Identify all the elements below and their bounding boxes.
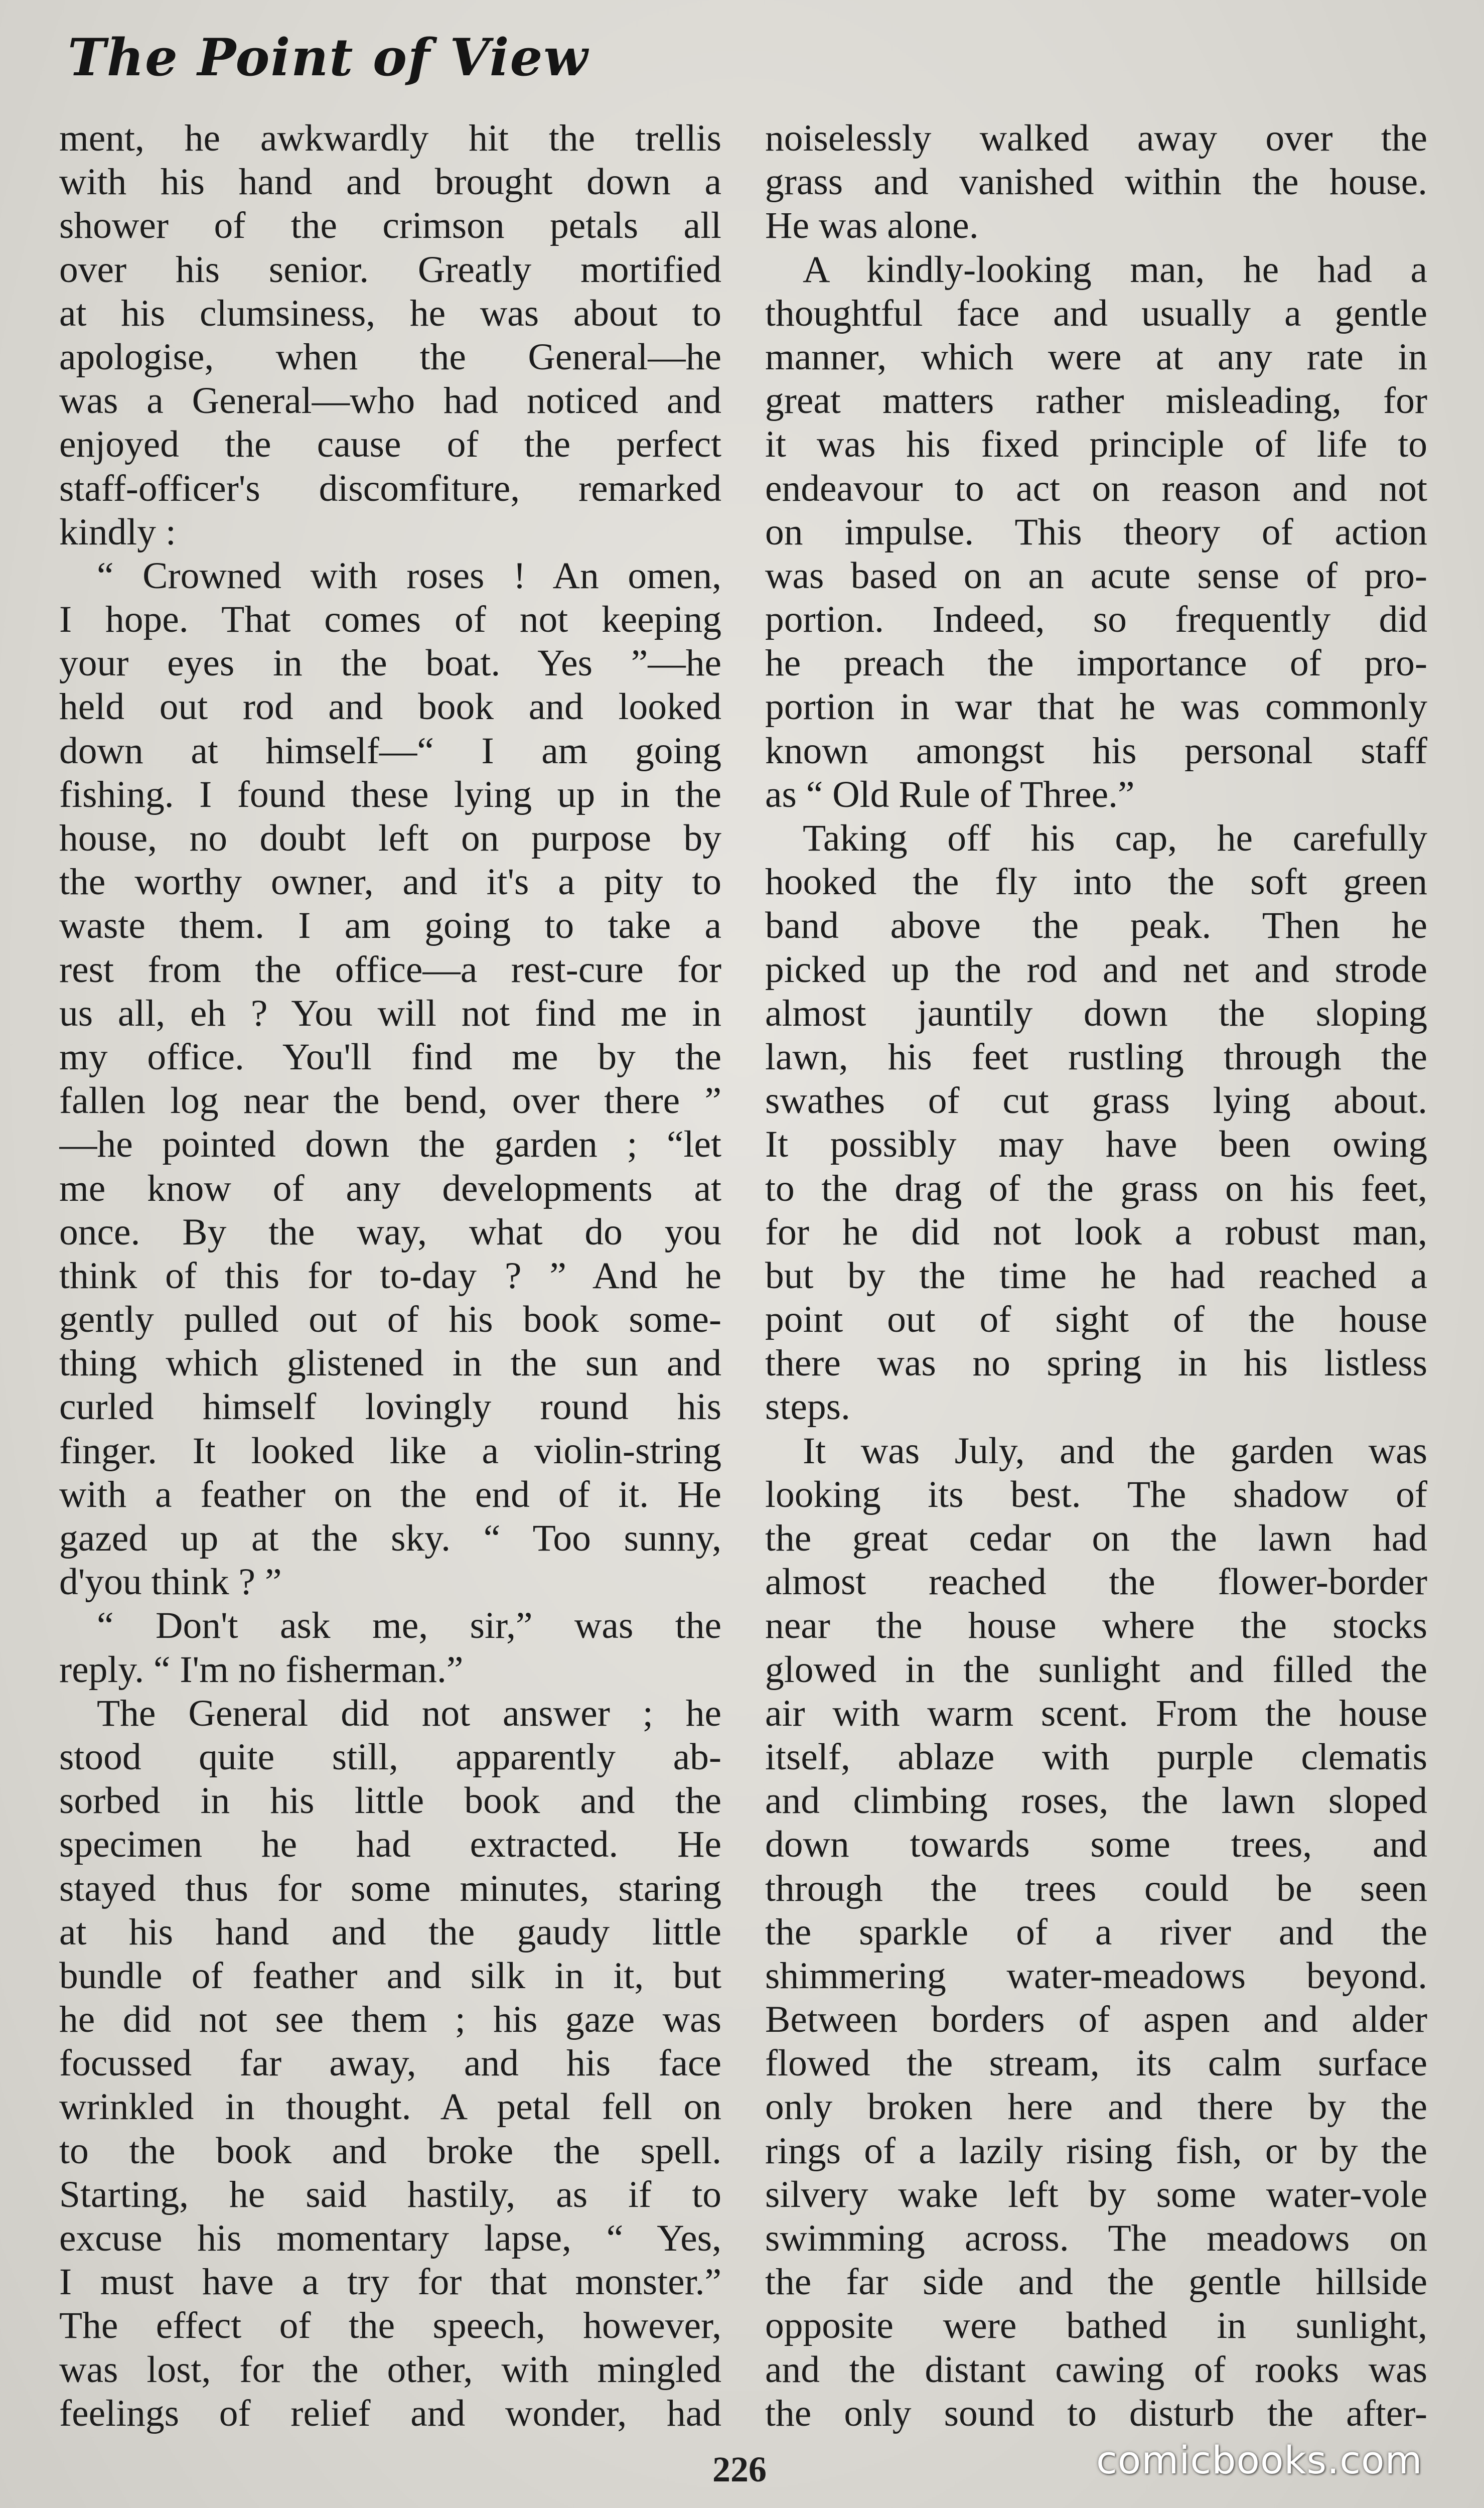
text-line: through the trees could be seen [765, 1867, 1427, 1909]
text-line: my office. You'll find me by the [59, 1036, 721, 1078]
text-line: feelings of relief and wonder, had [59, 2392, 721, 2434]
text-line: silvery wake left by some water-vole [765, 2173, 1427, 2215]
text-line: “ Crowned with roses ! An omen, [97, 554, 721, 597]
text-line: manner, which were at any rate in [765, 336, 1427, 378]
text-line: rings of a lazily rising fish, or by the [765, 2130, 1427, 2172]
text-line: fallen log near the bend, over there ” [59, 1080, 721, 1122]
text-line: with his hand and brought down a [59, 161, 721, 203]
text-line: almost jauntily down the sloping [765, 992, 1427, 1034]
text-line: only broken here and there by the [765, 2086, 1427, 2128]
text-line: steps. [765, 1386, 850, 1428]
text-line: portion in war that he was commonly [765, 686, 1427, 728]
text-line: point out of sight of the house [765, 1299, 1427, 1341]
text-line: gazed up at the sky. “ Too sunny, [59, 1517, 721, 1559]
text-line: the far side and the gentle hillside [765, 2261, 1427, 2303]
text-line: curled himself lovingly round his [59, 1386, 721, 1428]
text-line: portion. Indeed, so frequently did [765, 599, 1427, 641]
text-line: swimming across. The meadows on [765, 2217, 1427, 2259]
text-line: as “ Old Rule of Three.” [765, 773, 1135, 815]
text-line: opposite were bathed in sunlight, [765, 2305, 1427, 2347]
text-line: sorbed in his little book and the [59, 1780, 721, 1822]
text-line: waste them. I am going to take a [59, 905, 721, 947]
text-line: —he pointed down the garden ; “let [59, 1124, 721, 1166]
text-line: air with warm scent. From the house [765, 1692, 1427, 1734]
text-line: d'you think ? ” [59, 1561, 282, 1603]
text-line: the only sound to disturb the after- [765, 2392, 1427, 2434]
text-line: focussed far away, and his face [59, 2042, 721, 2084]
text-line: Starting, he said hastily, as if to [59, 2173, 721, 2215]
text-line: and the distant cawing of rooks was [765, 2348, 1427, 2391]
text-line: swathes of cut grass lying about. [765, 1080, 1427, 1122]
text-line: lawn, his feet rustling through the [765, 1036, 1427, 1078]
text-line: “ Don't ask me, sir,” was the [97, 1605, 721, 1647]
text-line: A kindly-looking man, he had a [803, 248, 1427, 291]
text-line: He was alone. [765, 205, 979, 247]
text-line: shower of the crimson petals all [59, 205, 721, 247]
text-line: It possibly may have been owing [765, 1124, 1427, 1166]
page-number: 226 [712, 2449, 767, 2489]
text-line: down towards some trees, and [765, 1824, 1427, 1866]
text-line: specimen he had extracted. He [59, 1824, 721, 1866]
text-line: flowed the stream, its calm surface [765, 2042, 1427, 2084]
page-header-title: The Point of View [68, 28, 589, 88]
text-line: excuse his momentary lapse, “ Yes, [59, 2217, 721, 2259]
text-line: endeavour to act on reason and not [765, 467, 1427, 509]
text-line: down at himself—“ I am going [59, 730, 721, 772]
text-line: bundle of feather and silk in it, but [59, 1955, 721, 1997]
text-line: was a General—who had noticed and [59, 380, 721, 422]
text-line: the sparkle of a river and the [765, 1911, 1427, 1953]
text-line: The effect of the speech, however, [59, 2305, 721, 2347]
text-line: picked up the rod and net and strode [765, 948, 1427, 991]
text-line: gently pulled out of his book some- [59, 1299, 721, 1341]
text-line: hooked the fly into the soft green [765, 861, 1427, 903]
text-line: grass and vanished within the house. [765, 161, 1427, 203]
text-line: shimmering water-meadows beyond. [765, 1955, 1427, 1997]
text-line: but by the time he had reached a [765, 1255, 1427, 1297]
text-line: almost reached the flower-border [765, 1561, 1427, 1603]
text-line: think of this for to-day ? ” And he [59, 1255, 721, 1297]
text-line: wrinkled in thought. A petal fell on [59, 2086, 721, 2128]
text-column-left [59, 116, 721, 2435]
text-line: on impulse. This theory of action [765, 511, 1427, 553]
text-line: kindly : [59, 511, 176, 553]
text-line: he preach the importance of pro- [765, 642, 1427, 684]
text-line: I must have a try for that monster.” [59, 2261, 721, 2303]
text-column-right [765, 116, 1427, 2435]
text-line: at his hand and the gaudy little [59, 1911, 721, 1953]
text-line: with a feather on the end of it. He [59, 1473, 721, 1515]
text-line: near the house where the stocks [765, 1605, 1427, 1647]
text-line: held out rod and book and looked [59, 686, 721, 728]
watermark: comicbooks.com [1096, 2438, 1423, 2482]
text-line: stayed thus for some minutes, staring [59, 1867, 721, 1909]
text-line: stood quite still, apparently ab- [59, 1736, 721, 1778]
text-line: band above the peak. Then he [765, 905, 1427, 947]
text-line: Taking off his cap, he carefully [803, 817, 1427, 859]
text-line: It was July, and the garden was [803, 1430, 1427, 1472]
text-line: great matters rather misleading, for [765, 380, 1427, 422]
text-line: there was no spring in his listless [765, 1342, 1427, 1384]
text-line: rest from the office—a rest-cure for [59, 948, 721, 991]
text-line: itself, ablaze with purple clematis [765, 1736, 1427, 1778]
text-line: was based on an acute sense of pro- [765, 554, 1427, 597]
text-line: thing which glistened in the sun and [59, 1342, 721, 1384]
text-line: for he did not look a robust man, [765, 1211, 1427, 1253]
text-line: Between borders of aspen and alder [765, 1999, 1427, 2041]
text-line: looking its best. The shadow of [765, 1473, 1427, 1515]
text-line: once. By the way, what do you [59, 1211, 721, 1253]
text-line: staff-officer's discomfiture, remarked [59, 467, 721, 509]
text-line: apologise, when the General—he [59, 336, 721, 378]
text-line: The General did not answer ; he [97, 1692, 721, 1734]
text-line: the great cedar on the lawn had [765, 1517, 1427, 1559]
text-line: he did not see them ; his gaze was [59, 1999, 721, 2041]
text-line: finger. It looked like a violin-string [59, 1430, 721, 1472]
text-line: reply. “ I'm no fisherman.” [59, 1648, 464, 1691]
text-line: your eyes in the boat. Yes ”—he [59, 642, 721, 684]
text-line: enjoyed the cause of the perfect [59, 424, 721, 466]
text-line: it was his fixed principle of life to [765, 424, 1427, 466]
text-line: ment, he awkwardly hit the trellis [59, 117, 721, 159]
text-line: me know of any developments at [59, 1167, 721, 1209]
text-line: to the book and broke the spell. [59, 2130, 721, 2172]
text-line: to the drag of the grass on his feet, [765, 1167, 1427, 1209]
text-line: house, no doubt left on purpose by [59, 817, 721, 859]
text-line: was lost, for the other, with mingled [59, 2348, 721, 2391]
text-line: the worthy owner, and it's a pity to [59, 861, 721, 903]
text-line: noiselessly walked away over the [765, 117, 1427, 159]
text-line: and climbing roses, the lawn sloped [765, 1780, 1427, 1822]
text-line: at his clumsiness, he was about to [59, 292, 721, 334]
text-line: thoughtful face and usually a gentle [765, 292, 1427, 334]
text-line: fishing. I found these lying up in the [59, 773, 721, 815]
text-line: I hope. That comes of not keeping [59, 599, 721, 641]
text-line: known amongst his personal staff [765, 730, 1427, 772]
text-line: over his senior. Greatly mortified [59, 248, 721, 291]
text-line: us all, eh ? You will not find me in [59, 992, 721, 1034]
text-line: glowed in the sunlight and filled the [765, 1648, 1427, 1691]
